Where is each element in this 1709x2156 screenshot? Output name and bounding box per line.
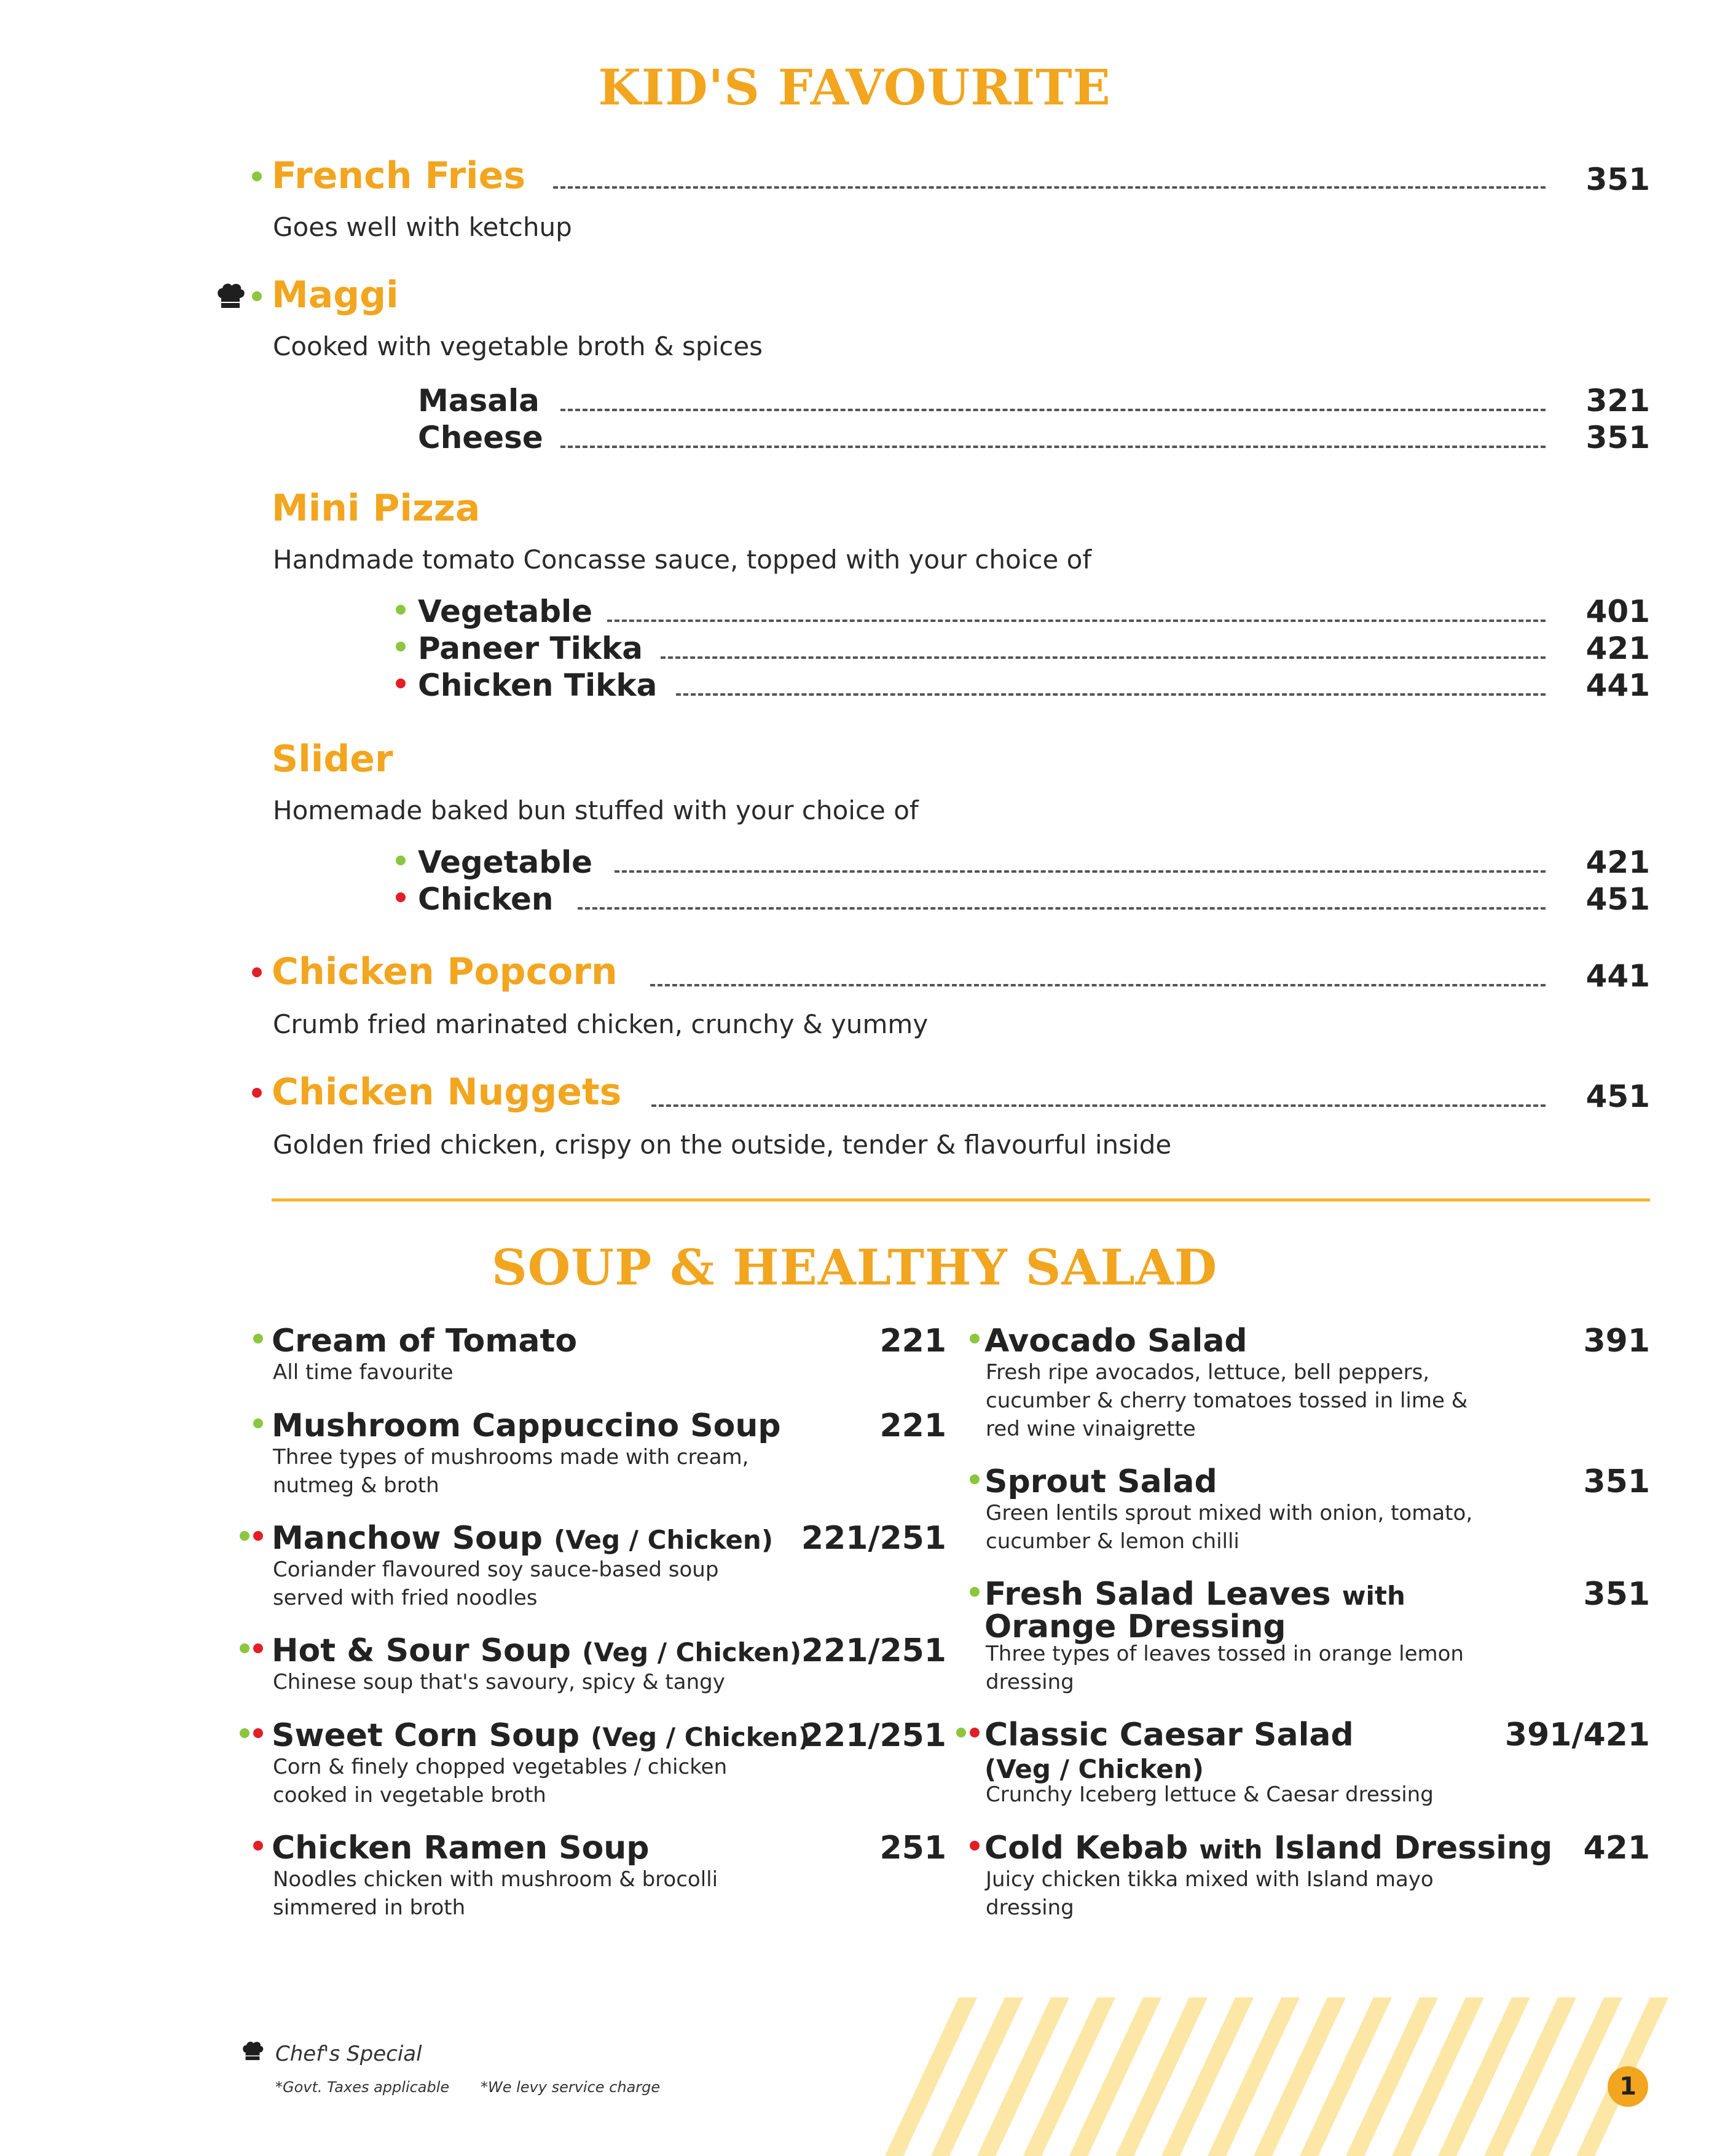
price-hot-sour-soup: 221/251 [801, 1632, 946, 1669]
desc-avocado-salad: Fresh ripe avocados, lettuce, bell peppers, cucumber & cherry tomatoes tossed in lime & red wine vinaigrette [986, 1360, 1468, 1441]
decorative-stripes [885, 1997, 1709, 2156]
veg-indicator-icon [253, 1418, 263, 1428]
desc-classic-caesar-salad: Crunchy Iceberg lettuce & Caesar dressing [986, 1782, 1434, 1807]
veg-indicator-icon [396, 856, 406, 865]
desc-cream-of-tomato: All time favourite [273, 1360, 454, 1385]
item-slider: Slider [272, 738, 393, 781]
option-masala: Masala [418, 383, 540, 419]
price-paneer-tikka: 421 [1585, 631, 1650, 666]
price-leader [615, 870, 1546, 873]
veg-indicator-icon [970, 1587, 980, 1597]
item-mushroom-cappuccino-soup: Mushroom Cappuccino Soup [272, 1407, 781, 1444]
veg-indicator-icon [956, 1728, 966, 1737]
nonveg-indicator-icon [970, 1841, 980, 1851]
price-sweet-corn-soup: 221/251 [801, 1717, 946, 1754]
price-leader [560, 409, 1546, 411]
desc-chicken-nuggets: Golden fried chicken, crispy on the outside, tender & flavourful inside [273, 1130, 1172, 1160]
option-paneer-tikka: Paneer Tikka [418, 631, 643, 666]
desc-maggi: Cooked with vegetable broth & spices [273, 331, 763, 361]
price-chicken-tikka: 441 [1585, 667, 1650, 703]
item-maggi: Maggi [272, 273, 399, 317]
desc-sweet-corn-soup: Corn & finely chopped vegetables / chicken cooked in vegetable broth [273, 1755, 728, 1808]
veg-indicator-icon [240, 1643, 249, 1653]
price-leader [553, 186, 1546, 189]
item-fresh-salad-leaves: Fresh Salad Leaves with Orange Dressing [984, 1576, 1405, 1646]
desc-manchow-soup: Coriander flavoured soy sauce-based soup served with fried noodles [273, 1557, 719, 1610]
price-chicken-popcorn: 441 [1585, 958, 1650, 994]
nonveg-indicator-icon [396, 679, 406, 688]
desc-chicken-popcorn: Crumb fried marinated chicken, crunchy & yummy [273, 1009, 929, 1039]
desc-slider: Homemade baked bun stuffed with your choice of [273, 795, 919, 825]
item-manchow-soup: Manchow Soup (Veg / Chicken) [272, 1520, 774, 1557]
price-chicken-nuggets: 451 [1585, 1079, 1650, 1114]
nonveg-indicator-icon [970, 1728, 980, 1737]
veg-indicator-icon [252, 171, 262, 181]
price-leader [661, 656, 1546, 659]
price-vegetable: 421 [1585, 844, 1650, 880]
price-masala: 321 [1585, 383, 1650, 419]
nonveg-indicator-icon [253, 1728, 263, 1738]
item-mini-pizza: Mini Pizza [272, 487, 481, 530]
desc-mushroom-cappuccino-soup: Three types of mushrooms made with cream, nutmeg & broth [273, 1445, 749, 1498]
item-french-fries: French Fries [272, 154, 526, 197]
nonveg-indicator-icon [252, 1088, 262, 1098]
item-hot-sour-soup: Hot & Sour Soup (Veg / Chicken) [272, 1632, 802, 1669]
price-fresh-salad-leaves: 351 [1583, 1576, 1650, 1613]
item-cold-kebab: Cold Kebab with Island Dressing [984, 1830, 1553, 1867]
price-cold-kebab: 421 [1583, 1830, 1650, 1867]
option-chicken: Chicken [418, 881, 554, 917]
chef-special-legend: Chef's Special [275, 2042, 422, 2066]
price-leader [560, 446, 1546, 448]
nonveg-indicator-icon [253, 1643, 263, 1653]
soup-section-title: SOUP & HEALTHY SALAD [491, 1238, 1218, 1296]
price-leader [578, 907, 1546, 910]
item-sweet-corn-soup: Sweet Corn Soup (Veg / Chicken) [272, 1717, 811, 1754]
veg-indicator-icon [970, 1334, 980, 1344]
price-cheese: 351 [1585, 420, 1650, 455]
price-chicken-ramen-soup: 251 [879, 1830, 946, 1867]
chef-hat-icon [215, 281, 246, 309]
price-vegetable: 401 [1585, 594, 1650, 629]
desc-hot-sour-soup: Chinese soup that's savoury, spicy & tangy [273, 1670, 725, 1694]
desc-mini-pizza: Handmade tomato Concasse sauce, topped with your choice of [273, 545, 1092, 575]
item-chicken-ramen-soup: Chicken Ramen Soup [272, 1830, 650, 1867]
service-charge-note: *We levy service charge [481, 2079, 661, 2096]
taxes-note: *Govt. Taxes applicable [275, 2079, 450, 2096]
option-vegetable: Vegetable [418, 594, 593, 629]
option-cheese: Cheese [418, 420, 543, 455]
section-divider [272, 1198, 1650, 1202]
price-sprout-salad: 351 [1583, 1463, 1650, 1500]
veg-indicator-icon [240, 1531, 249, 1541]
price-leader [651, 1104, 1546, 1107]
veg-indicator-icon [253, 1334, 263, 1344]
desc-sprout-salad: Green lentils sprout mixed with onion, tomato, cucumber & lemon chilli [986, 1501, 1473, 1554]
item-classic-caesar-salad: Classic Caesar Salad (Veg / Chicken) [984, 1717, 1354, 1785]
price-leader [676, 693, 1546, 696]
price-manchow-soup: 221/251 [801, 1520, 946, 1557]
veg-indicator-icon [240, 1728, 249, 1738]
desc-chicken-ramen-soup: Noodles chicken with mushroom & brocolli simmered in broth [273, 1867, 718, 1920]
price-mushroom-cappuccino-soup: 221 [879, 1407, 946, 1444]
item-avocado-salad: Avocado Salad [984, 1323, 1247, 1359]
item-chicken-nuggets: Chicken Nuggets [272, 1071, 622, 1114]
nonveg-indicator-icon [253, 1531, 263, 1541]
veg-indicator-icon [970, 1474, 980, 1484]
desc-french-fries: Goes well with ketchup [273, 212, 572, 242]
option-chicken-tikka: Chicken Tikka [418, 667, 658, 703]
price-avocado-salad: 391 [1583, 1323, 1650, 1359]
page-number: 1 [1608, 2066, 1648, 2107]
option-vegetable: Vegetable [418, 844, 593, 880]
price-leader [650, 984, 1546, 986]
desc-cold-kebab: Juicy chicken tikka mixed with Island mayo dressing [986, 1867, 1434, 1920]
veg-indicator-icon [396, 605, 406, 615]
item-sprout-salad: Sprout Salad [984, 1463, 1217, 1500]
price-french-fries: 351 [1585, 162, 1650, 197]
nonveg-indicator-icon [252, 967, 262, 977]
price-leader [607, 620, 1546, 622]
chef-hat-icon [241, 2039, 264, 2061]
price-cream-of-tomato: 221 [879, 1323, 946, 1359]
veg-indicator-icon [252, 291, 262, 301]
desc-fresh-salad-leaves: Three types of leaves tossed in orange lemon dressing [986, 1642, 1464, 1694]
nonveg-indicator-icon [253, 1841, 263, 1851]
price-chicken: 451 [1585, 881, 1650, 917]
veg-indicator-icon [396, 642, 406, 651]
item-cream-of-tomato: Cream of Tomato [272, 1323, 578, 1359]
kids-section-title: KID'S FAVOURITE [598, 58, 1111, 116]
item-chicken-popcorn: Chicken Popcorn [272, 950, 618, 993]
nonveg-indicator-icon [396, 892, 406, 902]
price-classic-caesar-salad: 391/421 [1504, 1717, 1650, 1753]
